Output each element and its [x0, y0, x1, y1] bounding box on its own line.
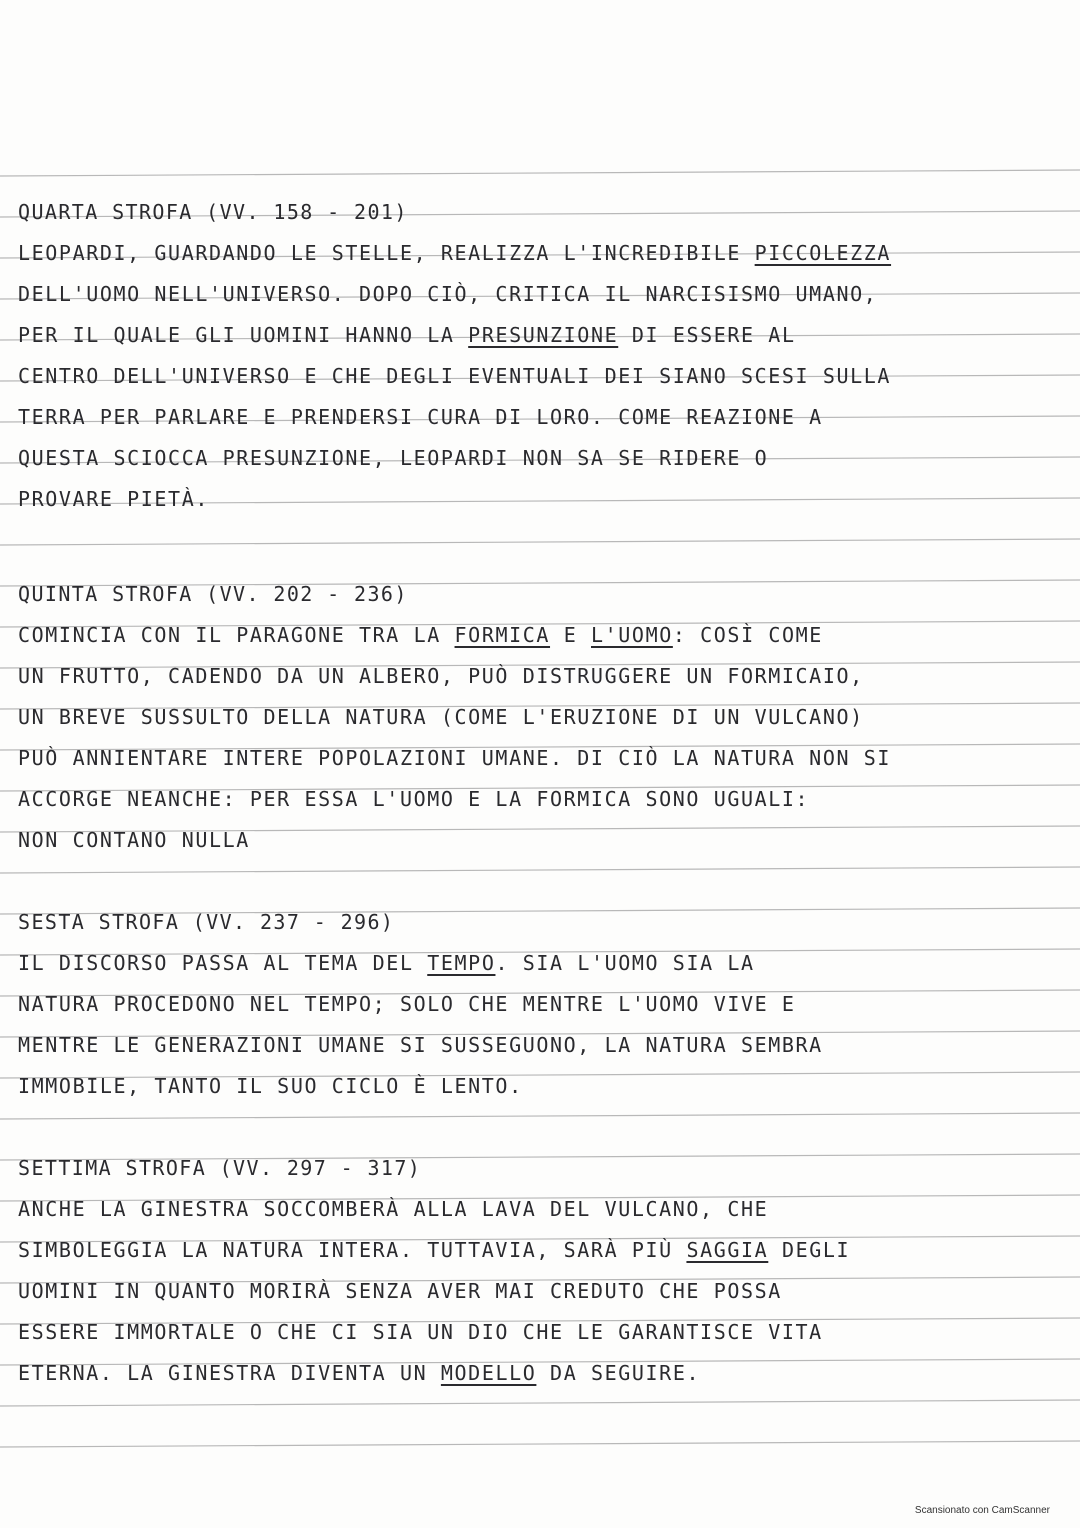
text-line: IMMOBILE, TANTO IL SUO CICLO È LENTO.: [18, 1074, 523, 1098]
text-line: PROVARE PIETÀ.: [18, 487, 209, 511]
scanner-watermark: Scansionato con CamScanner: [914, 1505, 1050, 1516]
text-line: MENTRE LE GENERAZIONI UMANE SI SUSSEGUONO, LA NATURA SEMBRA: [18, 1033, 823, 1057]
text-line: QUESTA SCIOCCA PRESUNZIONE, LEOPARDI NON SA SE RIDERE O: [18, 446, 769, 470]
text-line: PUÒ ANNIENTARE INTERE POPOLAZIONI UMANE. DI CIÒ LA NATURA NON SI: [18, 746, 892, 770]
underlined-word-saggia: SAGGIA: [686, 1238, 769, 1262]
text-line: UN BREVE SUSSULTO DELLA NATURA (COME L'ERUZIONE DI UN VULCANO): [18, 705, 864, 729]
text-line: NON CONTANO NULLA: [18, 828, 250, 852]
text-line: DELL'UOMO NELL'UNIVERSO. DOPO CIÒ, CRITICA IL NARCISISMO UMANO,: [18, 282, 878, 306]
underlined-word-formica: FORMICA: [454, 623, 551, 647]
text-line: ETERNA. LA GINESTRA DIVENTA UN MODELLO DA SEGUIRE.: [18, 1361, 701, 1385]
text-line: NATURA PROCEDONO NEL TEMPO; SOLO CHE MENTRE L'UOMO VIVE E: [18, 992, 796, 1016]
text-line: LEOPARDI, GUARDANDO LE STELLE, REALIZZA L'INCREDIBILE PICCOLEZZA: [18, 241, 892, 265]
text-line: ANCHE LA GINESTRA SOCCOMBERÀ ALLA LAVA DEL VULCANO, CHE: [18, 1197, 769, 1221]
text-line: CENTRO DELL'UNIVERSO E CHE DEGLI EVENTUALI DEI SIANO SCESI SULLA: [18, 364, 892, 388]
underlined-word-modello: MODELLO: [440, 1361, 537, 1385]
text-line: PER IL QUALE GLI UOMINI HANNO LA PRESUNZIONE DI ESSERE AL: [18, 323, 796, 347]
text-line: SIMBOLEGGIA LA NATURA INTERA. TUTTAVIA, SARÀ PIÙ SAGGIA DEGLI: [18, 1238, 851, 1262]
underlined-word-piccolezza: PICCOLEZZA: [754, 241, 892, 265]
underlined-word-tempo: TEMPO: [427, 951, 496, 975]
text-line: ESSERE IMMORTALE O CHE CI SIA UN DIO CHE LE GARANTISCE VITA: [18, 1320, 823, 1344]
text-line: ACCORGE NEANCHE: PER ESSA L'UOMO E LA FORMICA SONO UGUALI:: [18, 787, 810, 811]
section-title-sesta-strofa: SESTA STROFA (VV. 237 - 296): [18, 910, 395, 934]
text-line: TERRA PER PARLARE E PRENDERSI CURA DI LORO. COME REAZIONE A: [18, 405, 823, 429]
text-line: IL DISCORSO PASSA AL TEMA DEL TEMPO. SIA L'UOMO SIA LA: [18, 951, 755, 975]
section-title-quarta-strofa: QUARTA STROFA (VV. 158 - 201): [18, 200, 408, 224]
underlined-word-presunzione: PRESUNZIONE: [468, 323, 619, 347]
text-line: UN FRUTTO, CADENDO DA UN ALBERO, PUÒ DISTRUGGERE UN FORMICAIO,: [18, 664, 864, 688]
section-title-quinta-strofa: QUINTA STROFA (VV. 202 - 236): [18, 582, 408, 606]
text-line: COMINCIA CON IL PARAGONE TRA LA FORMICA E L'UOMO: COSÌ COME: [18, 623, 823, 647]
underlined-word-uomo: L'UOMO: [591, 623, 673, 647]
section-title-settima-strofa: SETTIMA STROFA (VV. 297 - 317): [18, 1156, 422, 1180]
text-line: UOMINI IN QUANTO MORIRÀ SENZA AVER MAI CREDUTO CHE POSSA: [18, 1279, 782, 1303]
